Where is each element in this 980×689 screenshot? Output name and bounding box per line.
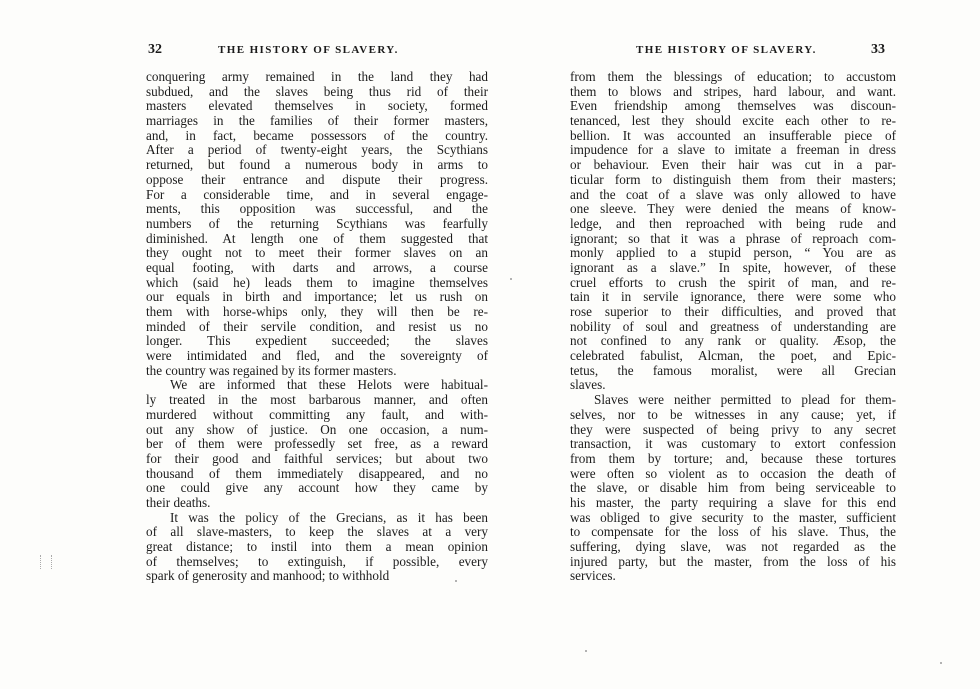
paper-speck [510,278,512,280]
text-line: subdued, and the slaves being thus rid of their [146,83,488,99]
text-line: great distance; to instil into them a mean opinion [146,539,488,554]
text-line: nobility of soul and greatness of understanding are [570,318,896,334]
text-line: not confined to any rank or quality. Æsop, the [570,333,896,349]
text-line: were intimidated and fled, and the sovereignty of [146,348,488,364]
text-line: Slaves were neither permitted to plead for them- [594,392,896,408]
text-line: ledge, and then reproached with being rude and [570,215,896,231]
text-line: thousand of them immediately disappeared, and no [146,465,488,481]
text-line: they ought not to meet their former slaves on an [146,245,488,261]
margin-mark [40,555,52,569]
text-line: suffering, dying slave, was not regarded as the [570,539,896,554]
page-number: 33 [871,42,885,57]
text-line: It was the policy of the Grecians, as it has been [170,509,488,525]
text-line: they were suspected of being privy to any secret [570,421,896,437]
paper-speck [455,580,457,582]
running-head: THE HISTORY OF SLAVERY. [218,44,399,56]
text-line: ber of them were professedly set free, as a reward [146,436,488,452]
text-line: conquering army remained in the land they had [146,69,488,84]
text-line: from them the blessings of education; to accustom [570,69,896,84]
text-line: for their good and faithful services; but about two [146,450,488,466]
text-line: out any show of justice. On one occasion, a num- [146,421,488,437]
text-line: our equals in birth and importance; let us rush on [146,289,488,305]
text-line: cruel efforts to crush the spirit of man, and re- [570,274,896,290]
text-line: ignorant as a slave.” In spite, however, of these [570,259,896,275]
text-line: to compensate for the loss of his slave. Thus, the [570,524,896,540]
text-line: After a period of twenty-eight years, the Scythians [146,142,488,158]
text-line: injured party, but the master, from the loss of his [570,553,896,569]
text-line: murdered without committing any fault, and with- [146,406,488,422]
paper-speck [940,662,942,664]
text-line: of themselves; to extinguish, if possible, every [146,553,488,569]
text-column [146,70,488,584]
text-line: diminished. At length one of them suggested that [146,230,488,246]
text-line: from them by torture; and, because these tortures [570,450,896,466]
text-line: one could give any account how they came by [146,480,488,496]
text-line: For a considerable time, and in several engage- [146,186,488,202]
text-line: of all slave-masters, to keep the slaves at a very [146,524,488,540]
text-line: and, in fact, became possessors of the country. [146,127,488,143]
text-line: transaction, it was customary to extort confession [570,436,896,452]
text-line: them to blows and stripes, hard labour, and want. [570,83,896,99]
text-line: tenanced, lest they should excite each other to re- [570,113,896,129]
text-line: numbers of the returning Scythians was fearfully [146,215,488,231]
text-line: monly applied to a stupid person, “ You are as [570,245,896,261]
text-line: spark of generosity and manhood; to withhold [146,568,390,584]
text-line: and the coat of a slave was only allowed to have [570,186,896,202]
text-line: services. [570,568,616,584]
text-line: ments, this opposition was successful, and the [146,201,488,217]
paper-speck [585,650,587,652]
text-line: oppose their entrance and dispute their progress. [146,171,488,187]
text-line: ticular form to distinguish them from their masters; [570,171,896,187]
text-line: them with horse-whips only, they will then be re- [146,304,488,319]
text-line: impudence for a slave to imitate a freeman in dress [570,142,896,158]
text-column [570,70,896,584]
text-line: celebrated fabulist, Alcman, the poet, and Epic- [570,348,896,364]
text-line: was obliged to give security to the master, sufficient [570,509,896,525]
text-line: tetus, the famous moralist, were all Grecian [570,362,896,378]
text-line: Even friendship among themselves was discoun- [570,98,896,114]
text-line: ly treated in the most barbarous manner, and often [146,392,488,408]
text-line: or behaviour. Even their hair was cut in a par- [570,157,896,173]
text-line: masters elevated themselves in society, formed [146,98,488,114]
text-line: ignorant; so that it was a phrase of reproach com- [570,230,896,246]
text-line: equal footing, with darts and arrows, a course [146,259,488,275]
running-head: THE HISTORY OF SLAVERY. [636,44,817,56]
text-line: their deaths. [146,494,211,510]
text-line: tain it in servile ignorance, there were some who [570,289,896,305]
text-line: minded of their servile condition, and resist us no [146,318,488,334]
text-line: the slave, or disable him from being serviceable to [570,480,896,496]
text-line: one sleeve. They were denied the means of know- [570,201,896,217]
text-line: returned, but found a numerous body in arms to [146,157,488,173]
text-line: We are informed that these Helots were habitual- [170,377,488,393]
text-line: which (said he) leads them to imagine themselves [146,274,488,290]
text-line: were often so violent as to occasion the death of [570,465,896,481]
text-line: selves, nor to be witnesses in any cause; yet, if [570,406,896,422]
text-line: his master, the party requiring a slave for this end [570,494,896,510]
text-line: longer. This expedient succeeded; the slaves [146,333,488,349]
text-line: the country was regained by its former masters. [146,362,397,378]
page-number: 32 [148,42,162,57]
text-line: bellion. It was accounted an insufferable piece of [570,127,896,143]
text-line: slaves. [570,377,606,393]
text-line: rose superior to their difficulties, and proved that [570,304,896,319]
text-line: marriages in the families of their former masters, [146,113,488,129]
